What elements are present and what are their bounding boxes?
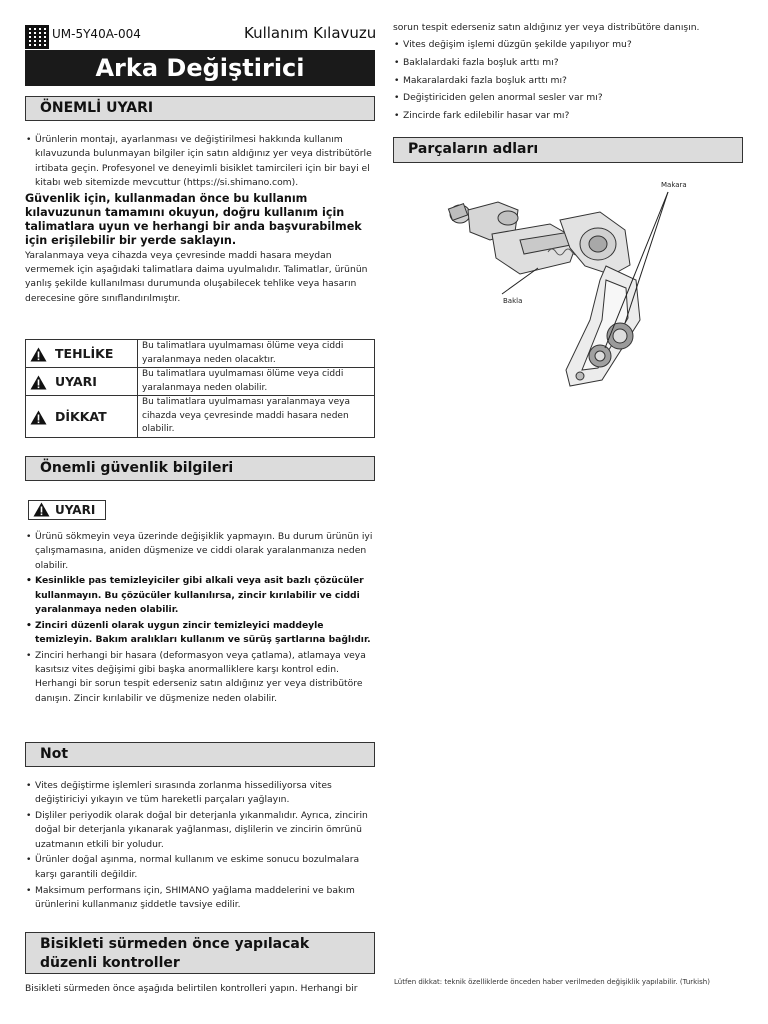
rear-derailleur-icon bbox=[420, 170, 720, 400]
list-item: • Değiştiriciden gelen anormal sesler var mı? bbox=[393, 91, 745, 105]
warning-label: UYARI bbox=[55, 373, 97, 389]
list-item: • Vites değişim işlemi düzgün şekilde yapılıyor mu? bbox=[393, 38, 745, 52]
document-code: UM-5Y40A-004 bbox=[52, 27, 141, 41]
warning-label-cell bbox=[26, 340, 138, 368]
kontroller-list bbox=[393, 38, 745, 127]
list-item: • Ürünlerin montajı, ayarlanması ve değiştirilmesi hakkında kullanım kılavuzunda bulunmayan bilgiler için satın aldığınız yer veya distribütörle irtibata geçin. Profesyonel ve deneyimli bisiklet tamircileri için bir bayi el kitabı web sitemizde mevcuttur (https://si.shimano.com). bbox=[25, 133, 377, 190]
warning-description: Bu talimatlara uyulmaması yaralanmaya veya cihazda veya çevresinde maddi hasara neden olabilir. bbox=[138, 396, 375, 438]
list-item: • Baklalardaki fazla boşluk arttı mı? bbox=[393, 56, 745, 70]
table-row bbox=[26, 340, 375, 368]
bullet-list bbox=[25, 530, 377, 706]
list-item: • Dişliler periyodik olarak doğal bir deterjanla yıkanmalıdır. Ayrıca, zincirin doğal bir deterjanla yıkanarak yağlanması, dişlilerin ve zincirin ömrünü uzatmanın etkili bir yoludur. bbox=[25, 809, 377, 852]
makara-label: Makara bbox=[661, 181, 687, 189]
footer-note: Lütfen dikkat: teknik özelliklerde önceden haber verilmeden değişiklik yapılabilir. (Turkish) bbox=[394, 978, 710, 986]
section-heading-onemli-uyari: ÖNEMLİ UYARI bbox=[25, 96, 375, 121]
warning-label: DİKKAT bbox=[55, 408, 107, 424]
warning-label-cell bbox=[26, 396, 138, 438]
bullet-list bbox=[25, 133, 377, 190]
page-title: Arka Değiştirici bbox=[25, 50, 375, 86]
kontroller-intro: Bisikleti sürmeden önce aşağıda belirtilen kontrolleri yapın. Herhangi bir bbox=[25, 983, 358, 994]
section-heading-kontroller: Bisikleti sürmeden önce yapılacak düzenli kontroller bbox=[25, 932, 375, 974]
guvenlik-content bbox=[25, 530, 377, 708]
rear-derailleur-diagram bbox=[420, 170, 720, 404]
bullet-list bbox=[393, 38, 745, 123]
qr-code-icon bbox=[25, 25, 49, 49]
section-heading-guvenlik: Önemli güvenlik bilgileri bbox=[25, 456, 375, 481]
warning-level-table bbox=[25, 339, 375, 438]
list-item: • Zincirde fark edilebilir hasar var mı? bbox=[393, 109, 745, 123]
warning-triangle-icon bbox=[30, 375, 47, 390]
warning-description: Bu talimatlara uyulmaması ölüme veya ciddi yaralanmaya neden olacaktır. bbox=[138, 340, 375, 368]
list-item: • Zinciri düzenli olarak uygun zincir temizleyici maddeyle temizleyin. Bakım aralıkları kullanım ve sürüş şartlarına bağlıdır. bbox=[25, 619, 377, 648]
table-row bbox=[26, 396, 375, 438]
document-type: Kullanım Kılavuzu bbox=[244, 24, 377, 42]
list-item: • Vites değiştirme işlemleri sırasında zorlanma hissediliyorsa vites değiştiriciyi yıkayın ve tüm hareketli parçaları yağlayın. bbox=[25, 779, 377, 808]
warning-triangle-icon bbox=[30, 410, 47, 425]
list-item: • Makaralardaki fazla boşluk arttı mı? bbox=[393, 74, 745, 88]
instruction-paragraph: Yaralanmaya veya cihazda veya çevresinde maddi hasara meydan vermemek için aşağıdaki talimatlara daima uyulmalıdır. Talimatlar, ürünün yanlış şekilde kullanılması durumunda oluşabilecek tehlike veya hasarın derecesine göre sınıflandırılmıştır. bbox=[25, 249, 368, 304]
list-item: • Kesinlikle pas temizleyiciler gibi alkali veya asit bazlı çözücüler kullanmayın. Bu çözücüler kullanılırsa, zincir kırılabilir ve ciddi yaralanmaya neden olabilir. bbox=[25, 574, 377, 617]
uyari-badge-label: UYARI bbox=[55, 503, 96, 517]
list-item: • Ürünler doğal aşınma, normal kullanım ve eskime sonucu bozulmalara karşı garantili değildir. bbox=[25, 853, 377, 882]
warning-label-cell bbox=[26, 368, 138, 396]
not-content bbox=[25, 779, 377, 914]
section-heading-not: Not bbox=[25, 742, 375, 767]
list-item: • Ürünü sökmeyin veya üzerinde değişiklik yapmayın. Bu durum ürünün iyi çalışmamasına, aniden düşmenize ve ciddi olarak yaralanmanıza neden olabilir. bbox=[25, 530, 377, 573]
warning-triangle-icon bbox=[30, 347, 47, 362]
bullet-list bbox=[25, 779, 377, 912]
uyari-badge bbox=[28, 500, 106, 520]
bold-safety-note: Güvenlik için, kullanmadan önce bu kullanım kılavuzunun tamamını okuyun, doğru kullanım için talimatlara uyun ve herhangi bir anda başvurabilmek için erişilebilir bir yerde saklayın. bbox=[25, 191, 362, 247]
bakla-label: Bakla bbox=[503, 297, 523, 305]
warning-description: Bu talimatlara uyulmaması ölüme veya ciddi yaralanmaya neden olabilir. bbox=[138, 368, 375, 396]
kontroller-continued: sorun tespit ederseniz satın aldığınız yer veya distribütöre danışın. bbox=[393, 22, 700, 33]
list-item: • Zinciri herhangi bir hasara (deformasyon veya çatlama), atlamaya veya kasıtsız vites değişimi gibi başka anormalliklere karşı kontrol edin. Herhangi bir sorun tespit ederseniz satın aldığınız yer veya distribütöre danışın. Zincir kırılabilir ve düşmenize neden olabilir. bbox=[25, 649, 377, 706]
section-heading-parcalar: Parçaların adları bbox=[393, 137, 743, 163]
onemli-uyari-content bbox=[25, 133, 377, 306]
warning-label: TEHLİKE bbox=[55, 345, 114, 361]
warning-triangle-icon bbox=[33, 502, 50, 517]
list-item: • Maksimum performans için, SHIMANO yağlama maddelerini ve bakım ürünlerini kullanmanız şiddetle tavsiye edilir. bbox=[25, 884, 377, 913]
table-row bbox=[26, 368, 375, 396]
